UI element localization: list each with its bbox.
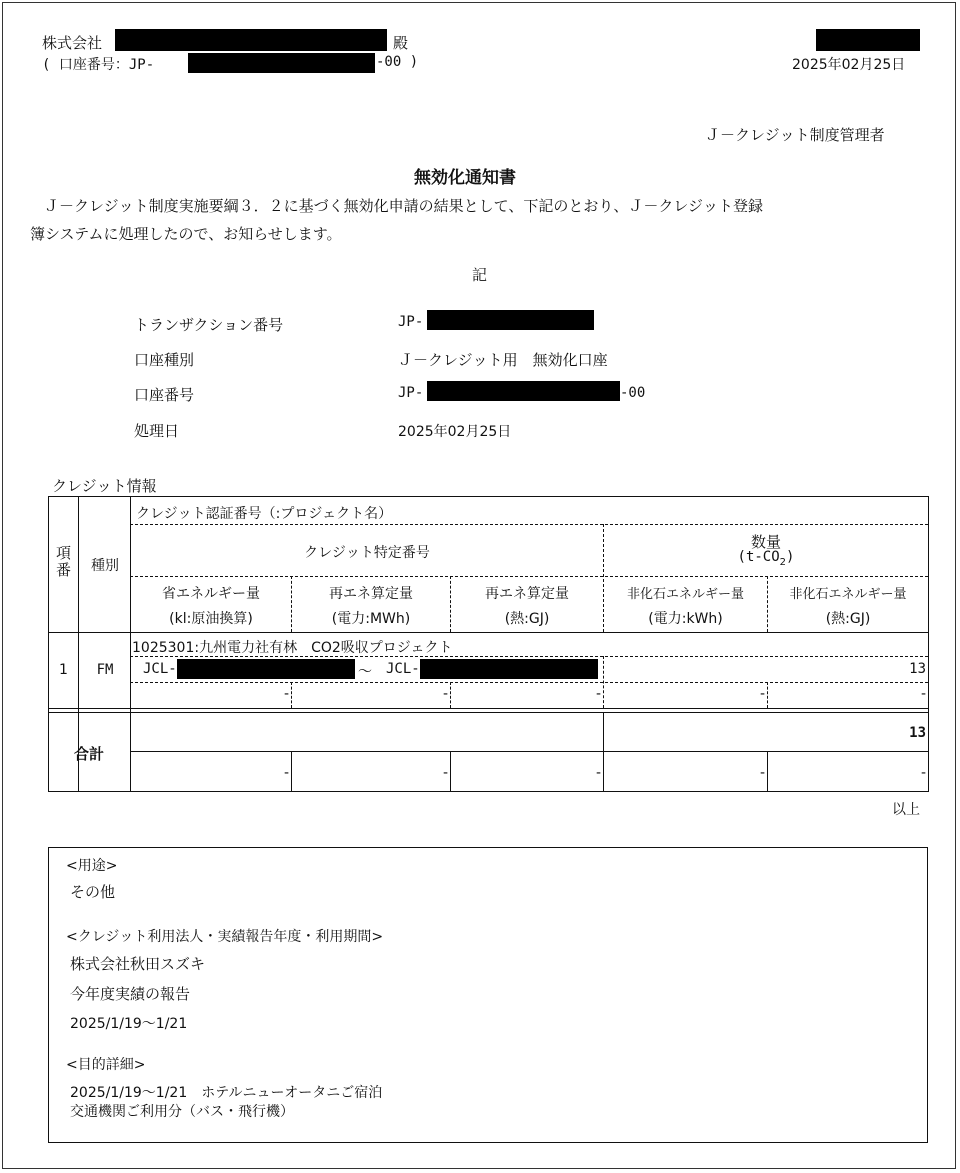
transaction-number-label: トランザクション番号: [134, 316, 284, 334]
end-mark: 以上: [892, 802, 920, 818]
total-label: 合計: [73, 745, 104, 763]
header-cert-no: クレジット認証番号（:プロジェクト名）: [136, 506, 393, 522]
header-renew-heat-unit: (熱:GJ): [504, 611, 550, 627]
account-number-open: ( 口座番号：JP-: [42, 57, 155, 73]
ki-mark: 記: [472, 266, 488, 284]
addressee-company-prefix: 株式会社: [42, 34, 103, 52]
header-nonfossil-power-unit: (電力:kWh): [648, 611, 723, 627]
processing-date-label: 処理日: [134, 422, 180, 440]
redacted-jcl-to: [420, 659, 598, 679]
header-renew-power: 再エネ算定量: [329, 586, 413, 602]
issue-date: 2025年02月25日: [792, 57, 906, 73]
purpose-value: その他: [70, 883, 116, 901]
row-nonfossil-heat: -: [920, 686, 926, 702]
account-number-label: 口座番号: [134, 386, 195, 404]
detail-line-2: 交通機関ご利用分（バス・飛行機）: [70, 1104, 294, 1120]
document-title: 無効化通知書: [414, 168, 516, 188]
user-period: 2025/1/19～1/21: [70, 1016, 188, 1032]
redacted-account-number: [188, 53, 375, 73]
redacted-company-name: [115, 29, 387, 51]
user-report: 今年度実績の報告: [70, 985, 191, 1003]
account-number-suffix: -00: [620, 385, 646, 401]
total-nonfossil-heat: -: [920, 765, 926, 781]
row-renew-heat: -: [595, 686, 601, 702]
row-tilde: ～: [358, 664, 372, 680]
intro-line-2: 簿システムに処理したので、お知らせします。: [30, 225, 342, 243]
row-jcl-to: JCL-: [386, 661, 420, 677]
header-renew-heat: 再エネ算定量: [485, 586, 569, 602]
header-renew-power-unit: (電力:MWh): [331, 611, 411, 627]
total-quantity: 13: [909, 725, 926, 741]
total-nonfossil-power: -: [759, 765, 765, 781]
row-type: FM: [96, 662, 114, 678]
transaction-number-prefix: JP-: [398, 314, 424, 330]
user-company: 株式会社秋田スズキ: [70, 955, 206, 973]
redacted-document-number: [816, 29, 920, 51]
row-energy-saving: -: [283, 686, 289, 702]
credit-section-title: クレジット情報: [52, 477, 157, 495]
header-quantity-unit: $(t-CO_2)$: [737, 549, 795, 568]
processing-date-value: 2025年02月25日: [398, 424, 512, 440]
header-energy-saving: 省エネルギー量: [162, 586, 260, 602]
total-energy-saving: -: [283, 765, 289, 781]
redacted-jcl-from: [177, 659, 355, 679]
row-project: 1025301:九州電力社有林 CO2吸収プロジェクト: [132, 640, 453, 656]
header-nonfossil-heat-unit: (熱:GJ): [825, 611, 871, 627]
issuer: Ｊ－クレジット制度管理者: [705, 126, 885, 144]
header-quantity: 数量: [750, 533, 781, 551]
purpose-label: <用途>: [66, 858, 118, 874]
redacted-transaction-number: [427, 310, 594, 330]
header-type: 種別: [91, 558, 119, 574]
header-nonfossil-power: 非化石エネルギー量: [626, 587, 744, 602]
detail-label: <目的詳細>: [66, 1057, 146, 1073]
header-energy-saving-unit: (kl:原油換算): [169, 611, 253, 627]
row-item-no: 1: [59, 662, 68, 678]
header-nonfossil-heat: 非化石エネルギー量: [789, 587, 907, 602]
row-quantity: 13: [909, 661, 926, 677]
intro-line-1: Ｊ－クレジット制度実施要綱３．２に基づく無効化申請の結果として、下記のとおり、Ｊ－クレジット登録: [44, 197, 763, 215]
row-nonfossil-power: -: [759, 686, 765, 702]
total-renew-power: -: [442, 765, 448, 781]
detail-line-1: 2025/1/19～1/21 ホテルニューオータニご宿泊: [70, 1085, 383, 1101]
account-number-close: -00 ): [376, 54, 419, 70]
user-label: <クレジット利用法人・実績報告年度・利用期間>: [66, 929, 384, 945]
row-renew-power: -: [442, 686, 448, 702]
total-renew-heat: -: [595, 765, 601, 781]
account-type-label: 口座種別: [134, 351, 195, 369]
account-type-value: Ｊ－クレジット用 無効化口座: [398, 351, 608, 369]
account-number-prefix: JP-: [398, 385, 424, 401]
header-specific-no: クレジット特定番号: [304, 545, 430, 561]
header-item-no: 項番: [55, 544, 71, 579]
honorific: 殿: [393, 34, 409, 52]
row-jcl-from: JCL-: [143, 661, 177, 677]
redacted-account-number-2: [427, 381, 620, 401]
